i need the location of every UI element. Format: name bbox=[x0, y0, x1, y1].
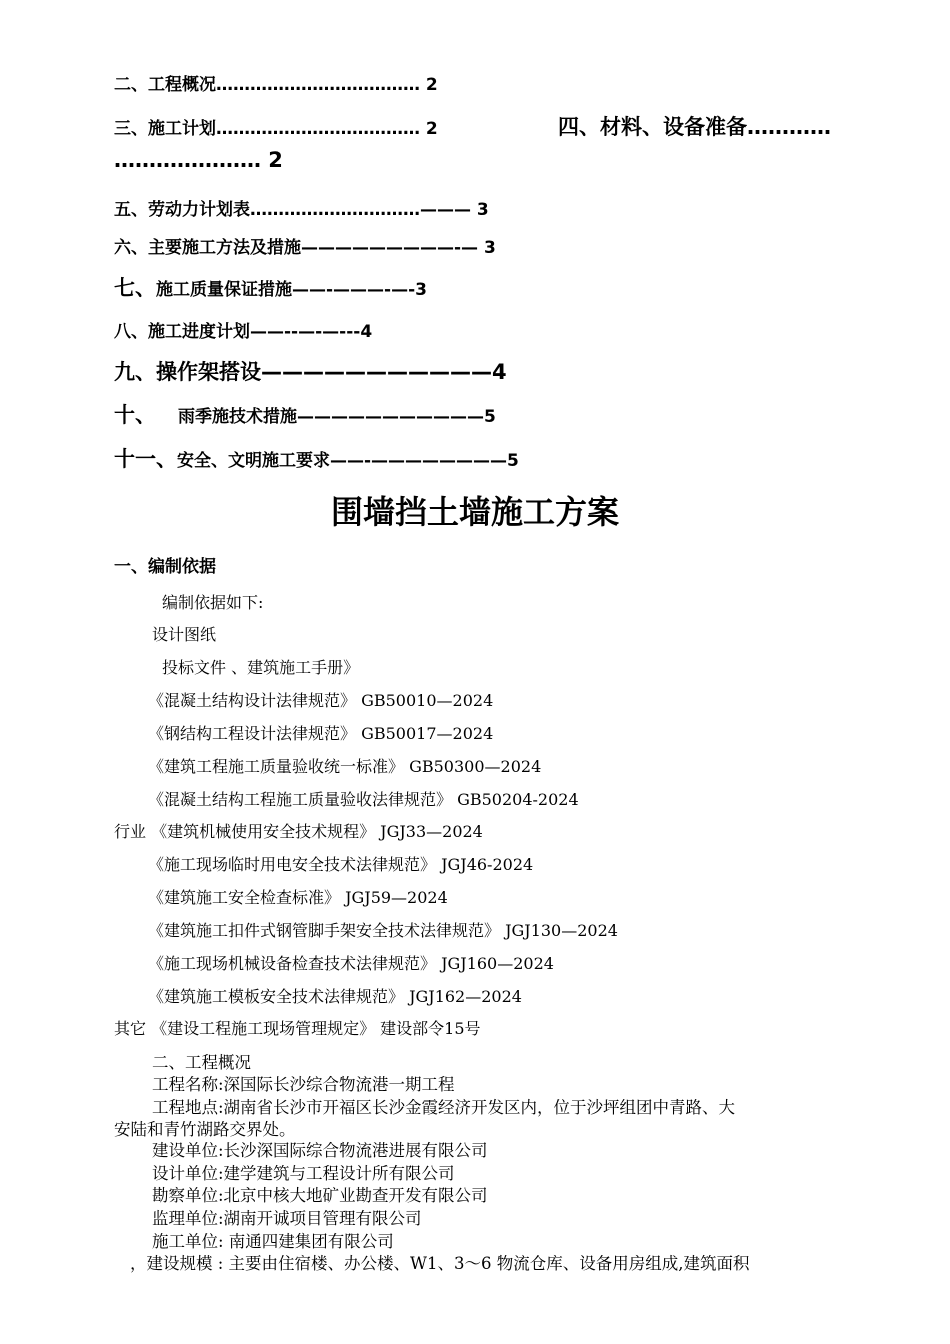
project-name: 工程名称:深国际长沙综合物流港一期工程 bbox=[152, 1075, 455, 1094]
toc-item-7-text: 施工质量保证措施——-———-—-3 bbox=[156, 280, 427, 300]
basis-item-standard: 《建筑施工扣件式钢管脚手架安全技术法律规范》 JGJ130—2024 bbox=[148, 921, 618, 940]
basis-intro: 编制依据如下: bbox=[162, 593, 264, 612]
basis-item-standard: 《钢结构工程设计法律规范》 GB50017—2024 bbox=[148, 724, 494, 743]
basis-item-standard: 其它 《建设工程施工现场管理规定》 建设部令15号 bbox=[114, 1019, 481, 1038]
basis-item-standard: 《建筑施工安全检查标准》 JGJ59—2024 bbox=[148, 888, 448, 907]
toc-item-7-number: 七、 bbox=[114, 276, 156, 300]
toc-item-6: 六、主要施工方法及措施—————————-— 3 bbox=[114, 238, 496, 258]
owner-unit: 建设单位:长沙深国际综合物流港进展有限公司 bbox=[152, 1141, 488, 1160]
document-title: 围墙挡土墙施工方案 bbox=[330, 493, 619, 531]
basis-item-tender-docs: 投标文件 、建筑施工手册》 bbox=[162, 658, 360, 677]
toc-item-2: 二、工程概况……………………………… 2 bbox=[114, 75, 438, 95]
basis-item-standard: 《混凝土结构设计法律规范》 GB50010—2024 bbox=[148, 691, 494, 710]
toc-item-7 bbox=[114, 272, 427, 302]
toc-item-11-number: 十一、 bbox=[114, 447, 177, 471]
construction-unit: 施工单位: 南通四建集团有限公司 bbox=[152, 1232, 394, 1251]
toc-item-10-text: 雨季施技术措施———————————5 bbox=[178, 407, 496, 427]
toc-item-5: 五、劳动力计划表…………………………——— 3 bbox=[114, 200, 489, 220]
toc-item-9: 九、操作架搭设———————————4 bbox=[114, 360, 507, 384]
toc-item-8: 八、施工进度计划——--—-—---4 bbox=[114, 322, 373, 342]
supervision-unit: 监理单位:湖南开诚项目管理有限公司 bbox=[152, 1209, 422, 1228]
toc-item-11-text: 安全、文明施工要求——-————————5 bbox=[177, 451, 519, 471]
toc-item-3: 三、施工计划……………………………… 2 bbox=[114, 119, 438, 139]
toc-item-11 bbox=[114, 443, 519, 473]
toc-item-10-number: 十、 bbox=[114, 403, 156, 427]
section-2-heading: 二、工程概况 bbox=[152, 1053, 251, 1072]
toc-item-10 bbox=[114, 399, 496, 429]
project-location-cont: 安陆和青竹湖路交界处。 bbox=[114, 1120, 296, 1139]
project-location: 工程地点:湖南省长沙市开福区长沙金霞经济开发区内，位于沙坪组团中青路、大 bbox=[152, 1098, 736, 1117]
basis-item-standard: 《混凝土结构工程施工质量验收法律规范》 GB50204-2024 bbox=[148, 790, 579, 809]
section-1-heading: 一、编制依据 bbox=[114, 557, 216, 577]
survey-unit: 勘察单位:北京中核大地矿业勘查开发有限公司 bbox=[152, 1186, 488, 1205]
basis-item-standard: 《施工现场机械设备检查技术法律规范》 JGJ160—2024 bbox=[148, 954, 554, 973]
basis-item-standard: 《施工现场临时用电安全技术法律规范》 JGJ46-2024 bbox=[148, 855, 534, 874]
basis-item-design-drawings: 设计图纸 bbox=[152, 625, 217, 644]
basis-item-standard: 行业 《建筑机械使用安全技术规程》 JGJ33—2024 bbox=[114, 822, 483, 841]
construction-scale: ，建设规模 : 主要由住宿楼、办公楼、W1、3～6 物流仓库、设备用房组成,建筑面积 bbox=[130, 1254, 750, 1273]
toc-item-4-part2: ………………… 2 bbox=[114, 148, 283, 172]
toc-item-4-part1: 四、材料、设备准备………… bbox=[558, 115, 831, 139]
design-unit: 设计单位:建学建筑与工程设计所有限公司 bbox=[152, 1164, 455, 1183]
basis-item-standard: 《建筑工程施工质量验收统一标准》 GB50300—2024 bbox=[148, 757, 542, 776]
basis-item-standard: 《建筑施工模板安全技术法律规范》 JGJ162—2024 bbox=[148, 987, 522, 1006]
